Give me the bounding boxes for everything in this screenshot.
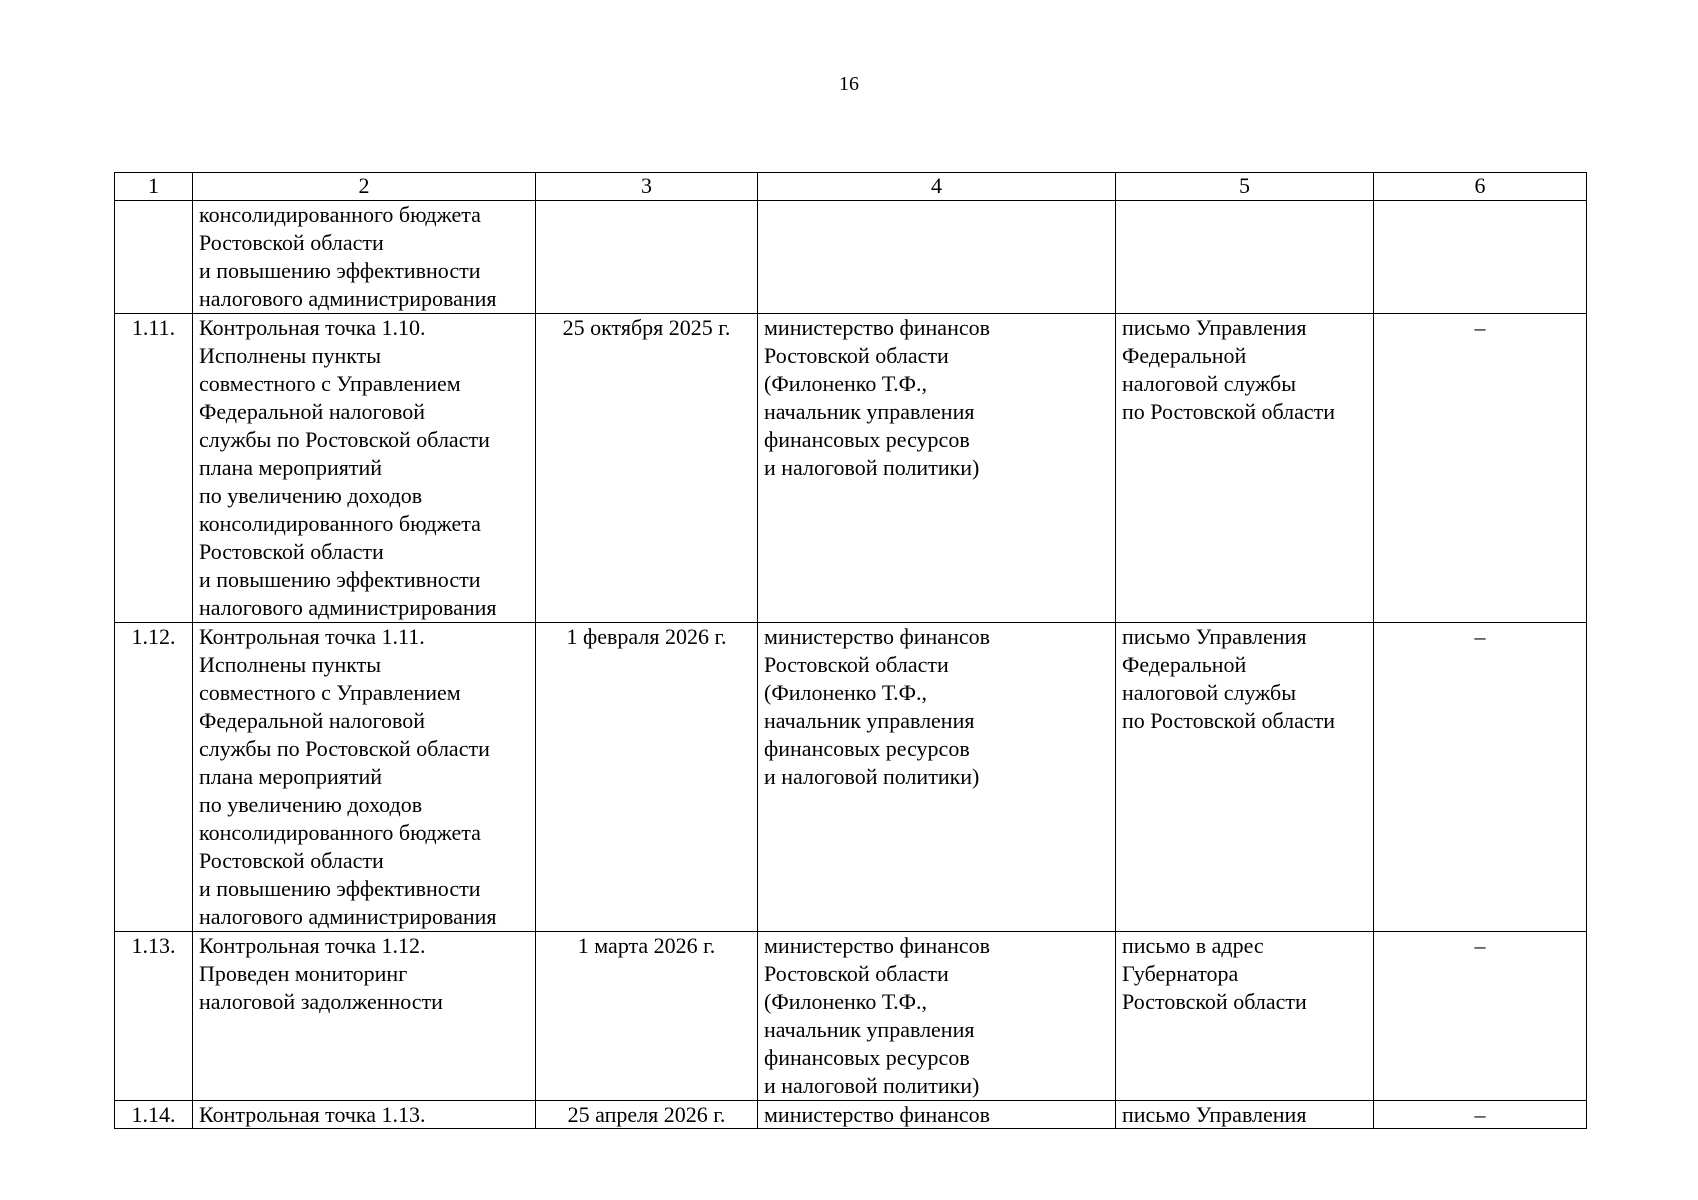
row-number: 1.13. bbox=[115, 932, 193, 1101]
page-number: 16 bbox=[839, 73, 859, 95]
table-row bbox=[115, 201, 1587, 314]
row-number: 1.14. bbox=[115, 1101, 193, 1129]
row-number bbox=[115, 201, 193, 314]
table-row bbox=[115, 932, 1587, 1101]
table-row bbox=[115, 314, 1587, 623]
row-date bbox=[536, 201, 758, 314]
column-header: 2 bbox=[193, 173, 536, 201]
column-header: 3 bbox=[536, 173, 758, 201]
row-description: Контрольная точка 1.11. Исполнены пункты совместного с Управлением Федеральной налоговой службы по Ростовской области плана мероприятий по увеличению доходов консолидированного бюджета Ростовской области и повышению эффективности налогового администрирования bbox=[193, 623, 536, 932]
table-row bbox=[115, 1101, 1587, 1129]
row-number: 1.11. bbox=[115, 314, 193, 623]
row-responsible: министерство финансов bbox=[758, 1101, 1116, 1129]
row-date: 25 апреля 2026 г. bbox=[536, 1101, 758, 1129]
row-note: – bbox=[1374, 932, 1587, 1101]
row-date: 1 февраля 2026 г. bbox=[536, 623, 758, 932]
row-note bbox=[1374, 201, 1587, 314]
row-document: письмо Управления bbox=[1116, 1101, 1374, 1129]
column-header: 6 bbox=[1374, 173, 1587, 201]
plan-table bbox=[114, 172, 1587, 1129]
row-responsible: министерство финансов Ростовской области (Филоненко Т.Ф., начальник управления финансовых ресурсов и налоговой политики) bbox=[758, 623, 1116, 932]
column-header: 1 bbox=[115, 173, 193, 201]
row-document bbox=[1116, 201, 1374, 314]
row-description: Контрольная точка 1.13. bbox=[193, 1101, 536, 1129]
row-document: письмо Управления Федеральной налоговой службы по Ростовской области bbox=[1116, 314, 1374, 623]
row-note: – bbox=[1374, 623, 1587, 932]
row-responsible: министерство финансов Ростовской области (Филоненко Т.Ф., начальник управления финансовых ресурсов и налоговой политики) bbox=[758, 314, 1116, 623]
row-date: 1 марта 2026 г. bbox=[536, 932, 758, 1101]
row-note: – bbox=[1374, 1101, 1587, 1129]
row-number: 1.12. bbox=[115, 623, 193, 932]
row-responsible: министерство финансов Ростовской области (Филоненко Т.Ф., начальник управления финансовых ресурсов и налоговой политики) bbox=[758, 932, 1116, 1101]
row-document: письмо в адрес Губернатора Ростовской области bbox=[1116, 932, 1374, 1101]
table-row bbox=[115, 623, 1587, 932]
row-responsible bbox=[758, 201, 1116, 314]
row-description: Контрольная точка 1.10. Исполнены пункты совместного с Управлением Федеральной налоговой службы по Ростовской области плана мероприятий по увеличению доходов консолидированного бюджета Ростовской области и повышению эффективности налогового администрирования bbox=[193, 314, 536, 623]
row-date: 25 октября 2025 г. bbox=[536, 314, 758, 623]
row-description: Контрольная точка 1.12. Проведен мониторинг налоговой задолженности bbox=[193, 932, 536, 1101]
row-description: консолидированного бюджета Ростовской области и повышению эффективности налогового администрирования bbox=[193, 201, 536, 314]
column-header: 4 bbox=[758, 173, 1116, 201]
header-row bbox=[115, 173, 1587, 201]
column-header: 5 bbox=[1116, 173, 1374, 201]
row-note: – bbox=[1374, 314, 1587, 623]
row-document: письмо Управления Федеральной налоговой службы по Ростовской области bbox=[1116, 623, 1374, 932]
